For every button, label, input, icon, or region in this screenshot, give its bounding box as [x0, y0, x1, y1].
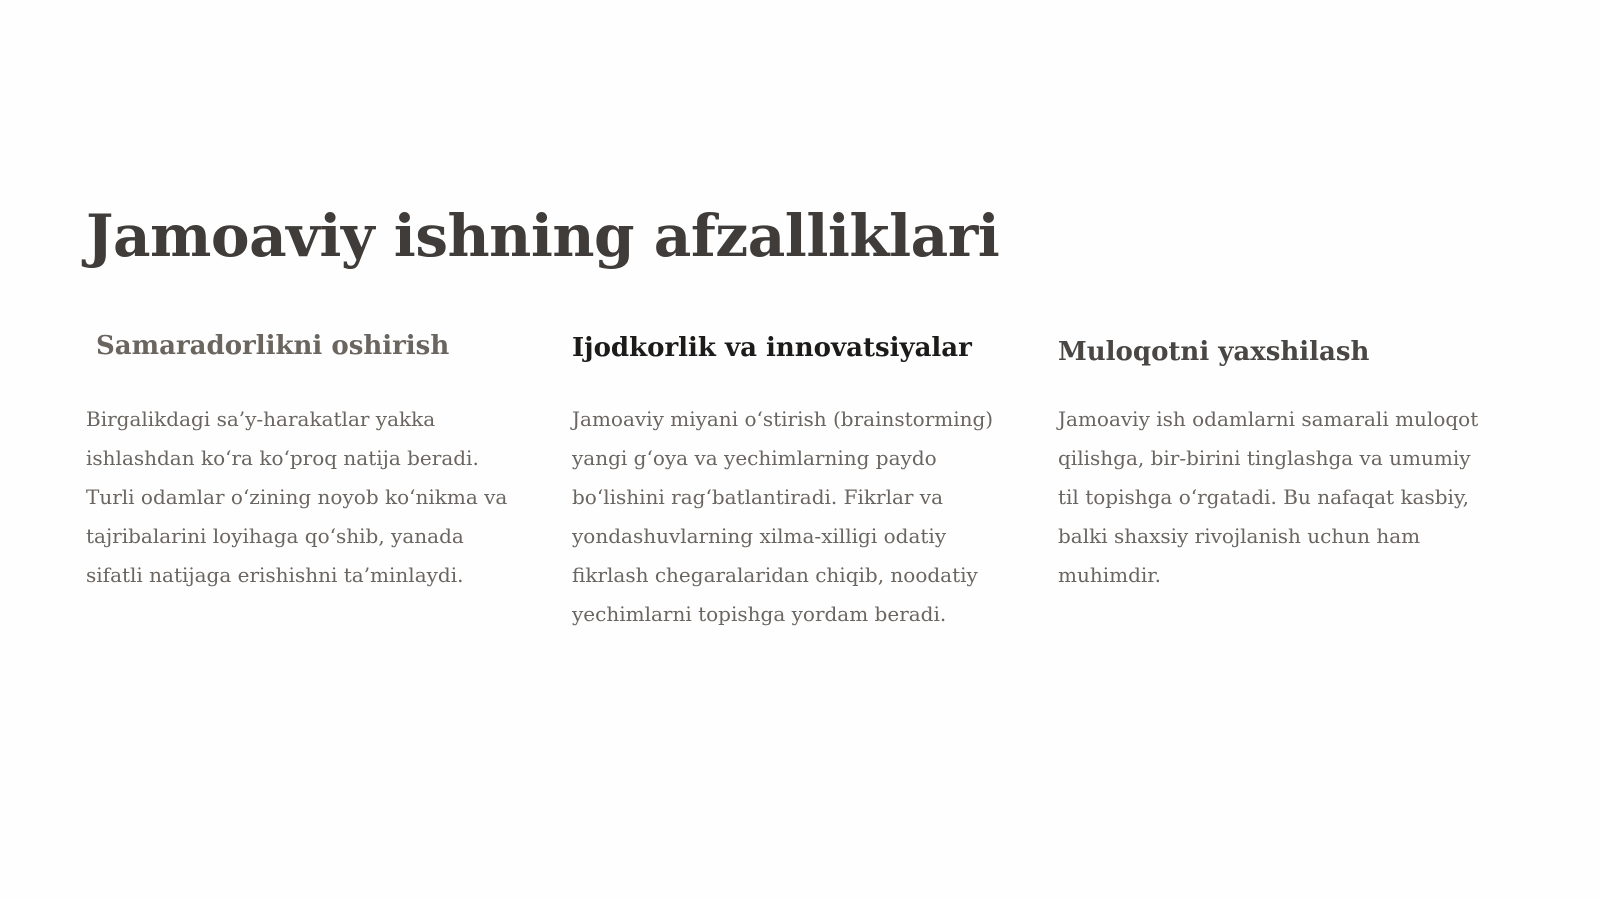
slide-title: Jamoaviy ishning afzalliklari	[86, 202, 1000, 270]
column-heading: Samaradorlikni oshirish	[96, 331, 450, 361]
column-text: Jamoaviy miyani o‘stirish (brainstorming) yangi g‘oya va yechimlarning paydo bo‘lishini rag‘batlantiradi. Fikrlar va yondashuvlarning xilma-xilligi odatiy fikrlash chegaralaridan chiqib, noodatiy yechimlarni topishga yordam beradi.	[572, 407, 994, 626]
column-text: Jamoaviy ish odamlarni samarali muloqot qilishga, bir-birini tinglashga va umumiy til topishga o‘rgatadi. Bu nafaqat kasbiy, balki shaxsiy rivojlanish uchun ham muhimdir.	[1058, 407, 1479, 587]
column-text: Birgalikdagi sa’y-harakatlar yakka ishlashdan ko‘ra ko‘proq natija beradi. Turli odamlar o‘zining noyob ko‘nikma va tajribalarini loyihaga qo‘shib, yanada sifatli natijaga erishishni ta’minlaydi.	[86, 407, 508, 587]
column-heading: Ijodkorlik va innovatsiyalar	[572, 333, 972, 363]
column-heading: Muloqotni yaxshilash	[1058, 337, 1370, 367]
